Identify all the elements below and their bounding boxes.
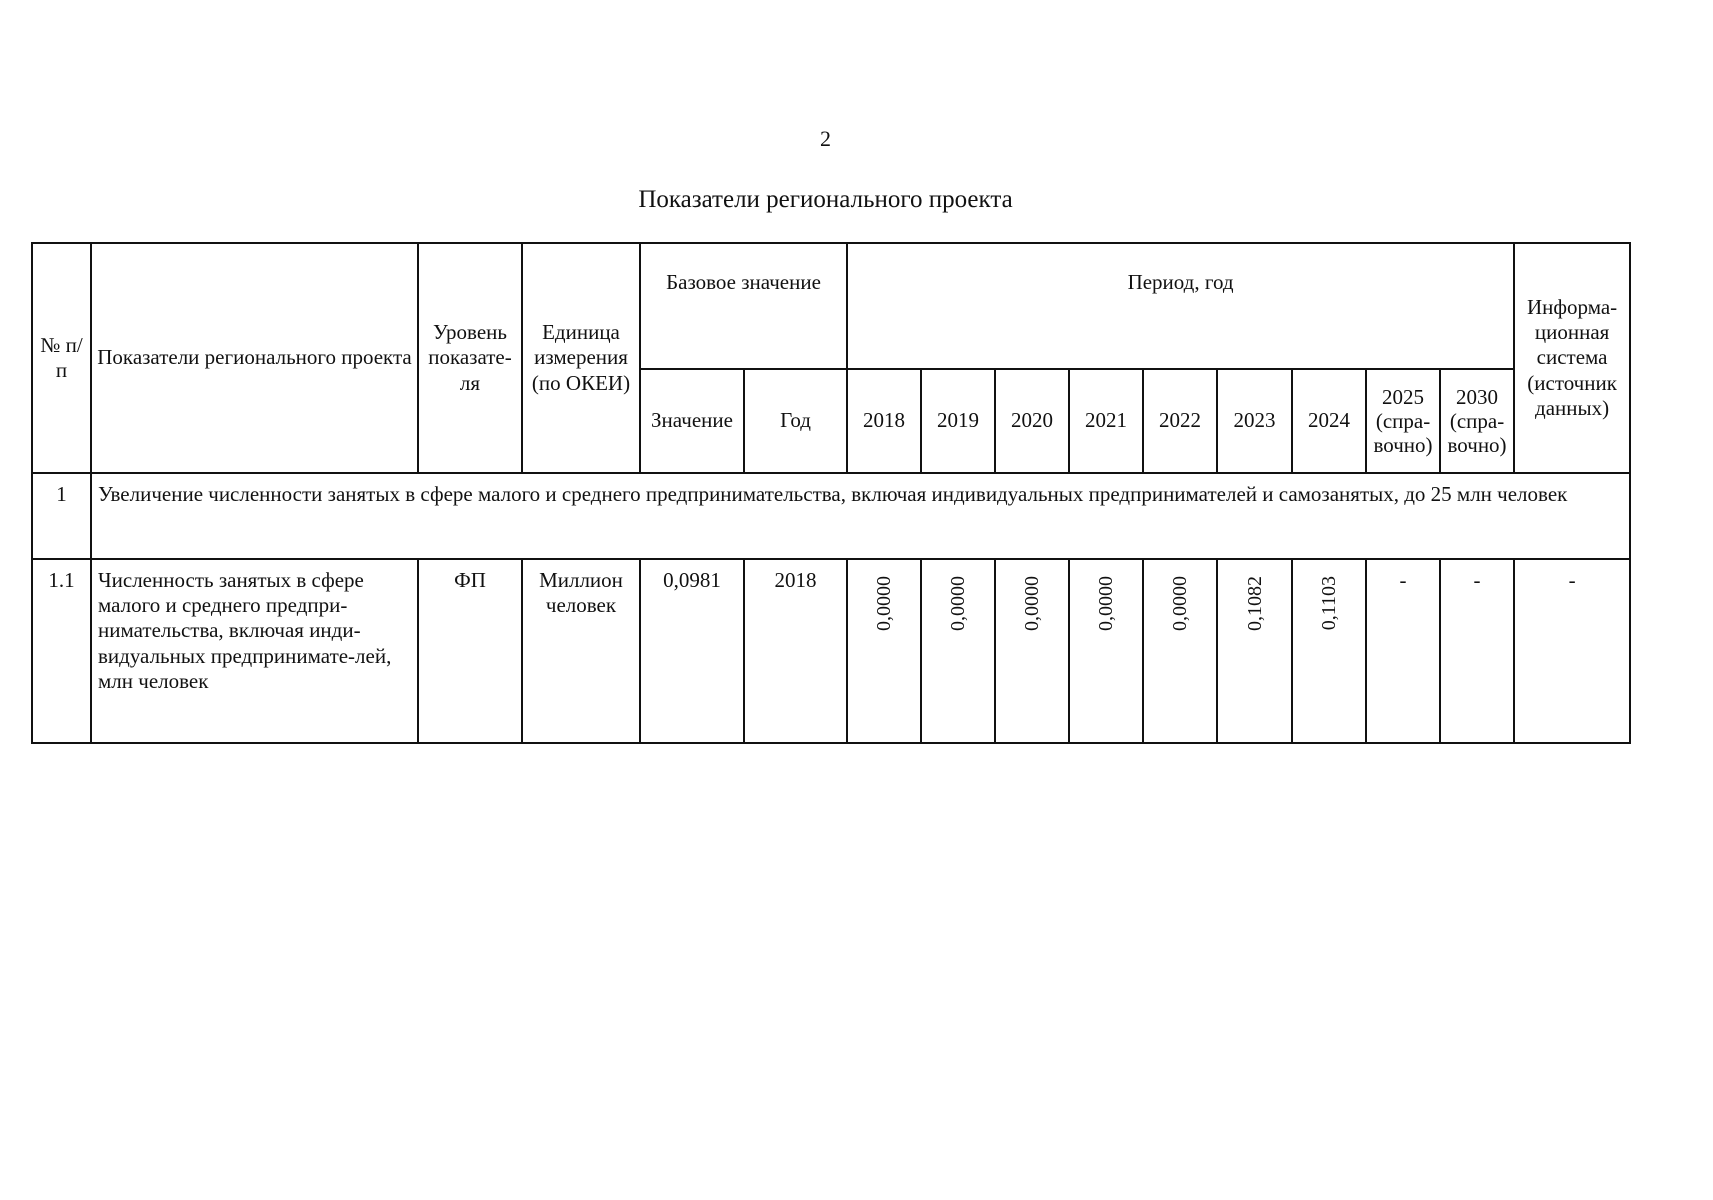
- header-period-group: Период, год: [847, 243, 1514, 369]
- header-year-2025: 2025 (спра-вочно): [1366, 369, 1440, 473]
- cell-year-2021: [1069, 559, 1143, 743]
- value-2025: -: [1366, 559, 1440, 743]
- header-base-value-group: Базовое значение: [640, 243, 847, 369]
- value-2019: 0,0000: [947, 576, 970, 631]
- header-year-2030: 2030 (спра-вочно): [1440, 369, 1514, 473]
- value-2020: 0,0000: [1021, 576, 1044, 631]
- table-row: [32, 559, 1630, 743]
- header-year-2018: 2018: [847, 369, 921, 473]
- cell-year-2018: [847, 559, 921, 743]
- row-number: 1.1: [32, 559, 91, 743]
- row-info-system: -: [1514, 559, 1630, 743]
- cell-year-2019: [921, 559, 995, 743]
- row-level: ФП: [418, 559, 522, 743]
- value-2021: 0,0000: [1095, 576, 1118, 631]
- page-number: 2: [820, 126, 831, 151]
- header-year-2019: 2019: [921, 369, 995, 473]
- header-year-2022: 2022: [1143, 369, 1217, 473]
- value-2018: 0,0000: [873, 576, 896, 631]
- page-title: Показатели регионального проекта: [638, 186, 1013, 213]
- section-row: [32, 473, 1630, 559]
- header-num: № п/п: [32, 243, 91, 473]
- cell-year-2024: [1292, 559, 1366, 743]
- cell-year-2023: [1217, 559, 1292, 743]
- row-base-value: 0,0981: [640, 559, 744, 743]
- value-2022: 0,0000: [1169, 576, 1192, 631]
- indicators-table: [31, 242, 1631, 744]
- header-base-value: Значение: [640, 369, 744, 473]
- value-2023: 0,1082: [1243, 576, 1266, 631]
- row-indicator-name: Численность занятых в сфере малого и среднего предпри-нимательства, включая инди-видуальных предпринимате-лей, млн человек: [91, 559, 418, 743]
- section-title: Увеличение численности занятых в сфере малого и среднего предпринимательства, включая индивидуальных предпринимателей и самозанятых, до 25 млн человек: [91, 473, 1630, 559]
- value-2024: 0,1103: [1318, 576, 1341, 631]
- header-base-year: Год: [744, 369, 847, 473]
- header-year-2021: 2021: [1069, 369, 1143, 473]
- header-level: Уровень показате-ля: [418, 243, 522, 473]
- header-year-2020: 2020: [995, 369, 1069, 473]
- value-2030: -: [1440, 559, 1514, 743]
- cell-year-2022: [1143, 559, 1217, 743]
- indicators-table-container: [31, 242, 1629, 744]
- header-row-top: [32, 243, 1630, 369]
- header-info-system: Информа-ционная система (источник данных): [1514, 243, 1630, 473]
- header-indicator-name: Показатели регионального проекта: [91, 243, 418, 473]
- header-year-2023: 2023: [1217, 369, 1292, 473]
- cell-year-2020: [995, 559, 1069, 743]
- row-base-year: 2018: [744, 559, 847, 743]
- row-unit: Миллион человек: [522, 559, 640, 743]
- header-year-2024: 2024: [1292, 369, 1366, 473]
- section-number: 1: [32, 473, 91, 559]
- header-unit: Единица измерения (по ОКЕИ): [522, 243, 640, 473]
